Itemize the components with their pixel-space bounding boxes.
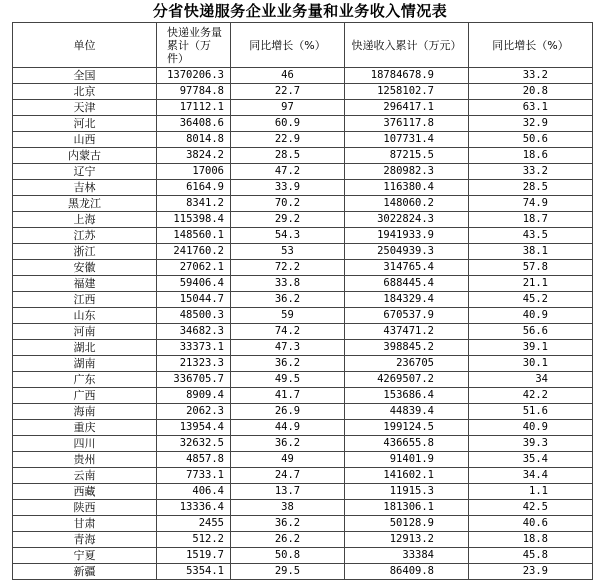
cell-region: 浙江 xyxy=(13,244,157,260)
cell-revenue: 376117.8 xyxy=(345,116,469,132)
table-row xyxy=(13,276,593,292)
cell-volume-growth: 33.8 xyxy=(231,276,345,292)
table-row xyxy=(13,468,593,484)
cell-revenue-growth: 39.3 xyxy=(469,436,593,452)
cell-volume-growth: 46 xyxy=(231,68,345,84)
cell-region: 北京 xyxy=(13,84,157,100)
cell-region: 重庆 xyxy=(13,420,157,436)
cell-revenue-growth: 74.9 xyxy=(469,196,593,212)
cell-region: 福建 xyxy=(13,276,157,292)
table-row xyxy=(13,308,593,324)
col-header-volume-growth: 同比增长（%） xyxy=(231,23,345,68)
cell-revenue: 296417.1 xyxy=(345,100,469,116)
cell-volume: 1370206.3 xyxy=(157,68,231,84)
cell-revenue-growth: 40.9 xyxy=(469,420,593,436)
cell-volume: 17006 xyxy=(157,164,231,180)
table-row xyxy=(13,340,593,356)
cell-revenue-growth: 57.8 xyxy=(469,260,593,276)
cell-revenue-growth: 39.1 xyxy=(469,340,593,356)
table-row xyxy=(13,564,593,580)
cell-volume-growth: 59 xyxy=(231,308,345,324)
table-row xyxy=(13,244,593,260)
cell-revenue: 148060.2 xyxy=(345,196,469,212)
cell-volume-growth: 26.9 xyxy=(231,404,345,420)
cell-revenue-growth: 45.2 xyxy=(469,292,593,308)
cell-volume-growth: 36.2 xyxy=(231,436,345,452)
cell-region: 西藏 xyxy=(13,484,157,500)
cell-revenue-growth: 38.1 xyxy=(469,244,593,260)
cell-volume-growth: 13.7 xyxy=(231,484,345,500)
cell-revenue-growth: 1.1 xyxy=(469,484,593,500)
cell-volume-growth: 41.7 xyxy=(231,388,345,404)
table-row xyxy=(13,436,593,452)
cell-volume: 34682.3 xyxy=(157,324,231,340)
cell-revenue-growth: 45.8 xyxy=(469,548,593,564)
cell-volume: 2455 xyxy=(157,516,231,532)
cell-volume: 48500.3 xyxy=(157,308,231,324)
cell-revenue: 18784678.9 xyxy=(345,68,469,84)
cell-volume: 13954.4 xyxy=(157,420,231,436)
table-row xyxy=(13,388,593,404)
cell-revenue: 4269507.2 xyxy=(345,372,469,388)
cell-revenue-growth: 30.1 xyxy=(469,356,593,372)
cell-volume-growth: 72.2 xyxy=(231,260,345,276)
cell-volume: 97784.8 xyxy=(157,84,231,100)
cell-region: 陕西 xyxy=(13,500,157,516)
cell-revenue: 91401.9 xyxy=(345,452,469,468)
cell-revenue-growth: 35.4 xyxy=(469,452,593,468)
cell-volume-growth: 29.5 xyxy=(231,564,345,580)
cell-revenue: 184329.4 xyxy=(345,292,469,308)
cell-volume: 17112.1 xyxy=(157,100,231,116)
table-row xyxy=(13,516,593,532)
table-row xyxy=(13,116,593,132)
cell-revenue: 314765.4 xyxy=(345,260,469,276)
cell-region: 天津 xyxy=(13,100,157,116)
table-row xyxy=(13,532,593,548)
cell-revenue: 50128.9 xyxy=(345,516,469,532)
cell-volume: 32632.5 xyxy=(157,436,231,452)
cell-revenue-growth: 51.6 xyxy=(469,404,593,420)
col-header-region: 单位 xyxy=(13,23,157,68)
cell-revenue: 398845.2 xyxy=(345,340,469,356)
cell-region: 江苏 xyxy=(13,228,157,244)
cell-volume: 3824.2 xyxy=(157,148,231,164)
cell-volume-growth: 44.9 xyxy=(231,420,345,436)
table-row xyxy=(13,68,593,84)
cell-region: 新疆 xyxy=(13,564,157,580)
table-row xyxy=(13,132,593,148)
cell-volume-growth: 53 xyxy=(231,244,345,260)
cell-volume: 8341.2 xyxy=(157,196,231,212)
cell-revenue: 1941933.9 xyxy=(345,228,469,244)
cell-region: 山西 xyxy=(13,132,157,148)
cell-revenue: 86409.8 xyxy=(345,564,469,580)
cell-revenue: 12913.2 xyxy=(345,532,469,548)
cell-volume-growth: 97 xyxy=(231,100,345,116)
cell-revenue: 437471.2 xyxy=(345,324,469,340)
cell-volume: 15044.7 xyxy=(157,292,231,308)
cell-revenue-growth: 18.7 xyxy=(469,212,593,228)
table-row xyxy=(13,100,593,116)
cell-region: 青海 xyxy=(13,532,157,548)
cell-volume-growth: 33.9 xyxy=(231,180,345,196)
table-row xyxy=(13,180,593,196)
cell-volume-growth: 36.2 xyxy=(231,356,345,372)
cell-region: 江西 xyxy=(13,292,157,308)
cell-revenue: 199124.5 xyxy=(345,420,469,436)
cell-volume: 21323.3 xyxy=(157,356,231,372)
cell-region: 宁夏 xyxy=(13,548,157,564)
cell-revenue: 44839.4 xyxy=(345,404,469,420)
cell-region: 湖北 xyxy=(13,340,157,356)
cell-revenue-growth: 43.5 xyxy=(469,228,593,244)
cell-revenue: 141602.1 xyxy=(345,468,469,484)
cell-region: 甘肃 xyxy=(13,516,157,532)
table-row xyxy=(13,404,593,420)
cell-revenue: 280982.3 xyxy=(345,164,469,180)
cell-region: 吉林 xyxy=(13,180,157,196)
cell-revenue-growth: 34 xyxy=(469,372,593,388)
cell-volume: 5354.1 xyxy=(157,564,231,580)
cell-region: 上海 xyxy=(13,212,157,228)
cell-region: 海南 xyxy=(13,404,157,420)
header-row xyxy=(13,23,593,68)
cell-volume-growth: 60.9 xyxy=(231,116,345,132)
cell-revenue-growth: 28.5 xyxy=(469,180,593,196)
table-row xyxy=(13,212,593,228)
cell-revenue-growth: 23.9 xyxy=(469,564,593,580)
cell-region: 湖南 xyxy=(13,356,157,372)
cell-volume-growth: 38 xyxy=(231,500,345,516)
cell-region: 广西 xyxy=(13,388,157,404)
cell-revenue: 436655.8 xyxy=(345,436,469,452)
cell-volume-growth: 47.2 xyxy=(231,164,345,180)
cell-revenue-growth: 34.4 xyxy=(469,468,593,484)
cell-revenue: 11915.3 xyxy=(345,484,469,500)
cell-revenue-growth: 18.6 xyxy=(469,148,593,164)
cell-region: 四川 xyxy=(13,436,157,452)
cell-revenue-growth: 50.6 xyxy=(469,132,593,148)
cell-region: 贵州 xyxy=(13,452,157,468)
col-header-volume: 快递业务量累计（万件） xyxy=(157,23,231,68)
table-row xyxy=(13,452,593,468)
cell-revenue-growth: 18.8 xyxy=(469,532,593,548)
table-row xyxy=(13,196,593,212)
cell-volume-growth: 49 xyxy=(231,452,345,468)
cell-volume-growth: 36.2 xyxy=(231,292,345,308)
data-table xyxy=(12,22,593,580)
table-row xyxy=(13,484,593,500)
cell-revenue-growth: 56.6 xyxy=(469,324,593,340)
cell-revenue-growth: 21.1 xyxy=(469,276,593,292)
cell-revenue: 236705 xyxy=(345,356,469,372)
cell-region: 辽宁 xyxy=(13,164,157,180)
cell-revenue: 107731.4 xyxy=(345,132,469,148)
cell-revenue: 2504939.3 xyxy=(345,244,469,260)
table-row xyxy=(13,228,593,244)
cell-volume-growth: 70.2 xyxy=(231,196,345,212)
cell-volume-growth: 26.2 xyxy=(231,532,345,548)
table-row xyxy=(13,164,593,180)
cell-volume-growth: 28.5 xyxy=(231,148,345,164)
col-header-revenue: 快递收入累计（万元） xyxy=(345,23,469,68)
cell-volume: 2062.3 xyxy=(157,404,231,420)
cell-revenue-growth: 32.9 xyxy=(469,116,593,132)
cell-revenue: 116380.4 xyxy=(345,180,469,196)
cell-volume: 8014.8 xyxy=(157,132,231,148)
cell-volume: 27062.1 xyxy=(157,260,231,276)
col-header-revenue-growth: 同比增长（%） xyxy=(469,23,593,68)
cell-volume: 8909.4 xyxy=(157,388,231,404)
table-row xyxy=(13,372,593,388)
cell-region: 黑龙江 xyxy=(13,196,157,212)
cell-volume: 13336.4 xyxy=(157,500,231,516)
cell-revenue: 87215.5 xyxy=(345,148,469,164)
table-row xyxy=(13,548,593,564)
cell-revenue: 688445.4 xyxy=(345,276,469,292)
cell-revenue: 153686.4 xyxy=(345,388,469,404)
cell-volume: 7733.1 xyxy=(157,468,231,484)
table-row xyxy=(13,324,593,340)
cell-revenue: 33384 xyxy=(345,548,469,564)
table-row xyxy=(13,84,593,100)
table-row xyxy=(13,292,593,308)
cell-revenue-growth: 20.8 xyxy=(469,84,593,100)
table-row xyxy=(13,260,593,276)
cell-region: 全国 xyxy=(13,68,157,84)
cell-volume: 336705.7 xyxy=(157,372,231,388)
cell-revenue: 3022824.3 xyxy=(345,212,469,228)
cell-volume: 6164.9 xyxy=(157,180,231,196)
cell-volume-growth: 22.7 xyxy=(231,84,345,100)
cell-volume: 33373.1 xyxy=(157,340,231,356)
cell-volume-growth: 47.3 xyxy=(231,340,345,356)
cell-revenue-growth: 40.9 xyxy=(469,308,593,324)
cell-volume: 1519.7 xyxy=(157,548,231,564)
cell-region: 云南 xyxy=(13,468,157,484)
cell-revenue: 670537.9 xyxy=(345,308,469,324)
cell-revenue: 181306.1 xyxy=(345,500,469,516)
cell-volume: 512.2 xyxy=(157,532,231,548)
cell-region: 河南 xyxy=(13,324,157,340)
cell-volume: 148560.1 xyxy=(157,228,231,244)
cell-revenue-growth: 40.6 xyxy=(469,516,593,532)
cell-revenue-growth: 42.5 xyxy=(469,500,593,516)
cell-revenue-growth: 42.2 xyxy=(469,388,593,404)
table-body xyxy=(13,68,593,580)
cell-volume-growth: 36.2 xyxy=(231,516,345,532)
cell-region: 广东 xyxy=(13,372,157,388)
cell-revenue-growth: 33.2 xyxy=(469,164,593,180)
cell-region: 安徽 xyxy=(13,260,157,276)
cell-revenue: 1258102.7 xyxy=(345,84,469,100)
cell-volume-growth: 74.2 xyxy=(231,324,345,340)
cell-volume: 406.4 xyxy=(157,484,231,500)
cell-revenue-growth: 33.2 xyxy=(469,68,593,84)
table-row xyxy=(13,148,593,164)
cell-volume: 4857.8 xyxy=(157,452,231,468)
cell-revenue-growth: 63.1 xyxy=(469,100,593,116)
cell-volume-growth: 29.2 xyxy=(231,212,345,228)
cell-region: 内蒙古 xyxy=(13,148,157,164)
cell-volume-growth: 24.7 xyxy=(231,468,345,484)
cell-volume: 36408.6 xyxy=(157,116,231,132)
cell-region: 山东 xyxy=(13,308,157,324)
table-row xyxy=(13,420,593,436)
cell-volume: 59406.4 xyxy=(157,276,231,292)
cell-volume: 115398.4 xyxy=(157,212,231,228)
cell-volume-growth: 22.9 xyxy=(231,132,345,148)
cell-volume-growth: 49.5 xyxy=(231,372,345,388)
cell-region: 河北 xyxy=(13,116,157,132)
cell-volume-growth: 54.3 xyxy=(231,228,345,244)
table-row xyxy=(13,500,593,516)
cell-volume: 241760.2 xyxy=(157,244,231,260)
page-title: 分省快递服务企业业务量和业务收入情况表 xyxy=(152,2,448,20)
cell-volume-growth: 50.8 xyxy=(231,548,345,564)
table-row xyxy=(13,356,593,372)
